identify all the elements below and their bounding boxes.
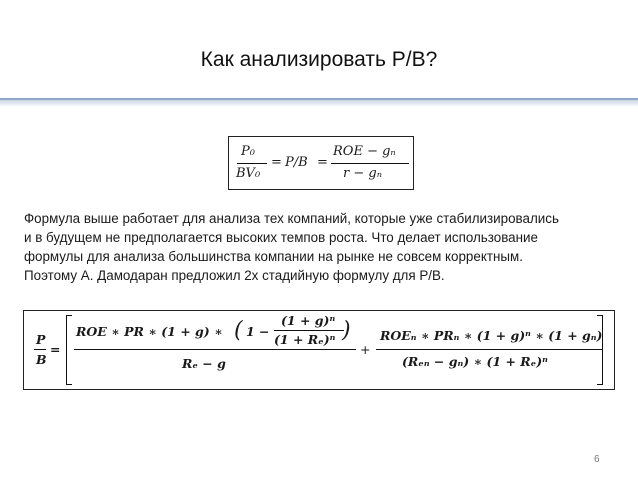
right-square-bracket [597,315,603,385]
paragraph-line-1: Формула выше работает для анализа тех компаний, которые уже стабилизировались [24,211,559,226]
formula1-numerator-right: ROE − gₙ [333,144,396,159]
formula1-equals-2: = [317,155,328,170]
formula1-denominator-left: BV₀ [236,166,261,181]
formula1-fraction-line-right [331,163,409,164]
left-square-bracket [66,315,72,385]
formula1-numerator-left: P₀ [241,144,255,159]
paragraph-line-4: Поэтому А. Дамодаран предложил 2х стадийную формулу для P/B. [24,268,445,283]
title-divider [0,98,638,107]
term1-inner-denominator: (1 + Rₑ)ⁿ [274,332,336,347]
formula2-lhs-denominator: B [36,352,47,367]
term2-fraction-line [376,349,602,350]
term2-numerator: ROEₙ ∗ PRₙ ∗ (1 + g)ⁿ ∗ (1 + gₙ) [380,328,603,343]
term1-denominator: Rₑ − g [182,356,226,371]
paragraph-line-2: и в будущем не предполагается высоких темпов роста. Что делает использование [24,230,538,245]
term2-denominator: (Rₑₙ − gₙ) ∗ (1 + Rₑ)ⁿ [402,354,548,369]
term1-paren-open: ( [234,318,243,343]
formula2-plus: + [360,342,371,357]
formula2-lhs-numerator: P [36,332,46,347]
term1-numerator: ROE ∗ PR ∗ (1 + g) ∗ [76,324,223,339]
formula1-denominator-right: r − gₙ [343,166,382,181]
formula1-equals-1: = [271,155,282,170]
formula2-equals: = [50,342,61,357]
term1-inner-numerator: (1 + g)ⁿ [281,313,336,328]
term1-fraction-line [74,349,356,350]
formula1-fraction-line-left [237,163,267,164]
slide-title: Как анализировать P/B? [200,48,438,71]
paragraph-line-3: формулы для анализа большинства компании на рынке не совсем корректным. [24,249,523,264]
term1-inner-fraction-line [274,330,344,331]
formula2-lhs-fraction-line [34,349,46,350]
page-number: 6 [594,454,600,465]
term1-one-minus: 1 − [246,324,270,339]
formula1-middle: P/B [285,155,308,170]
formula-box-two-stage [23,310,615,390]
formula-box-simple [228,136,414,190]
explanation-paragraph [24,209,624,285]
term1-paren-close: ) [342,318,351,343]
